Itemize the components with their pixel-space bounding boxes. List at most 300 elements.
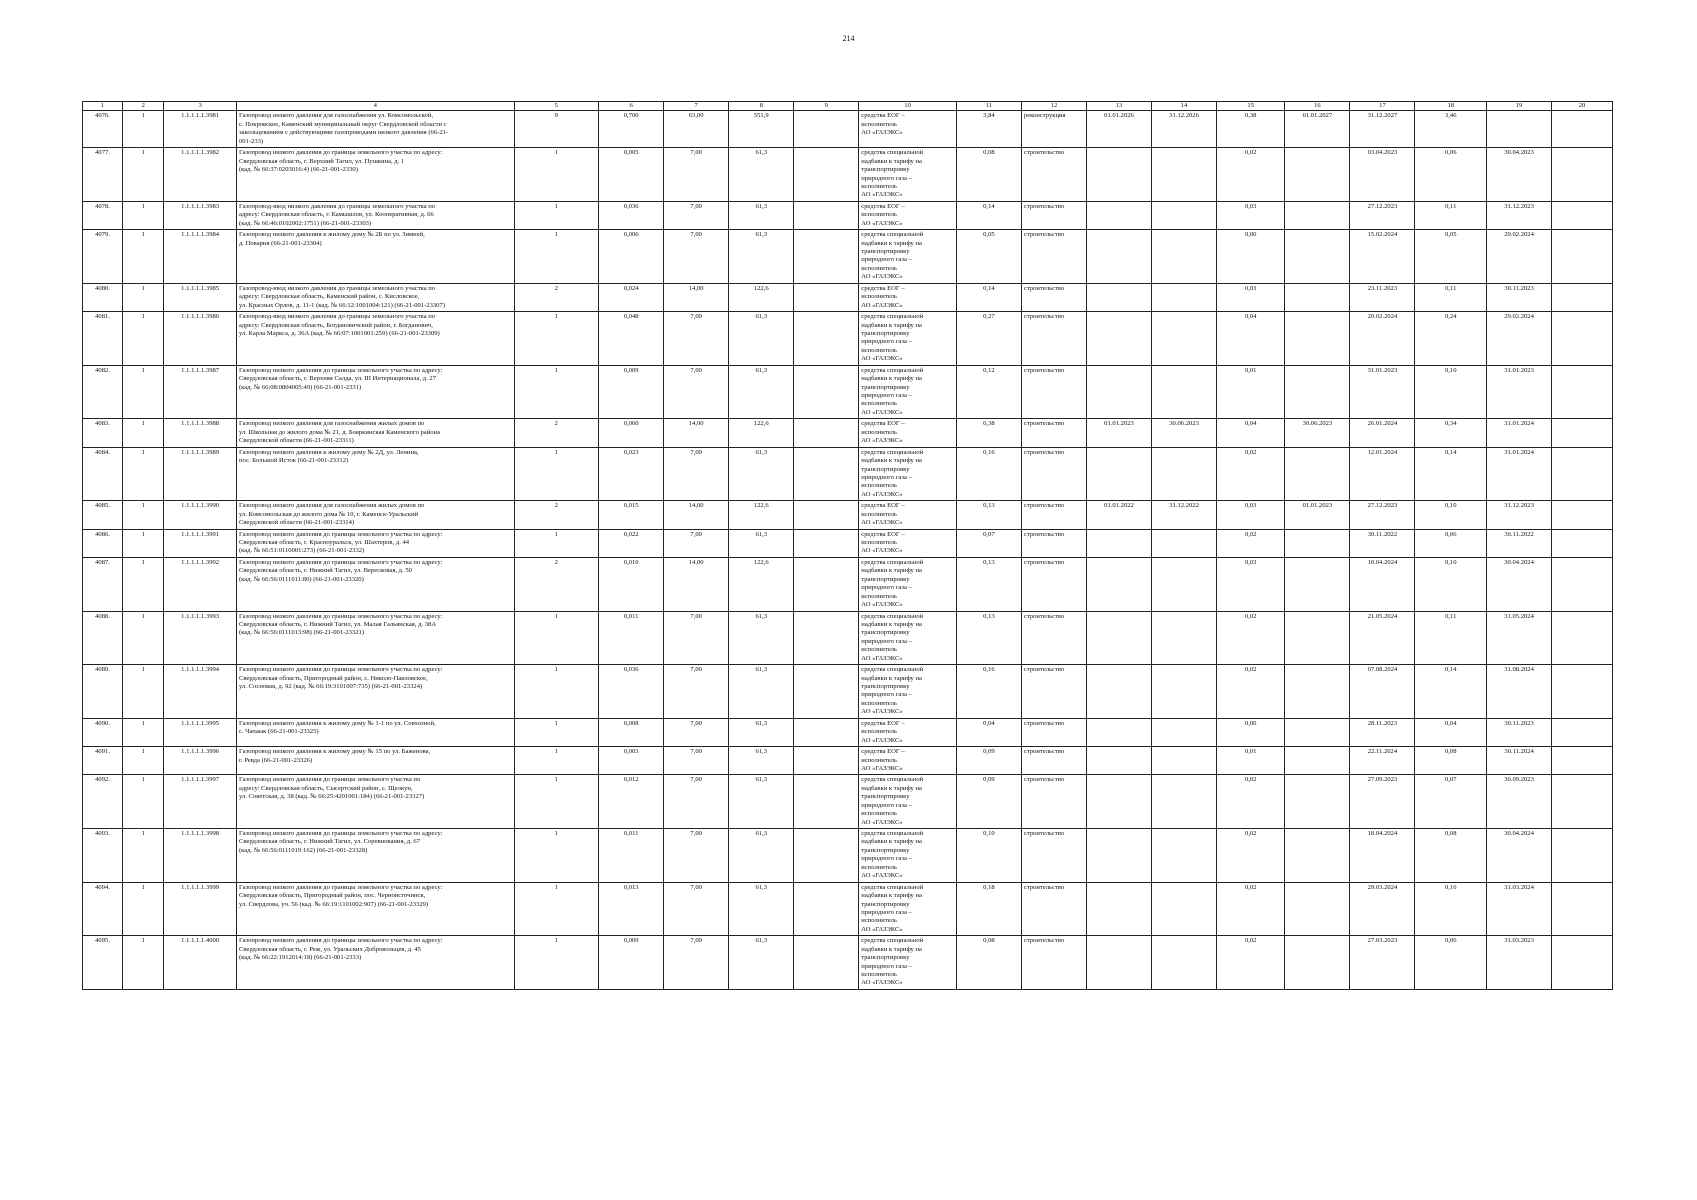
- cell-col-8: 61,3: [729, 230, 794, 284]
- cell-col-19: 31.05.2024: [1487, 611, 1552, 665]
- cell-col-5: 1: [514, 529, 599, 557]
- cell-col-1: 4091.: [83, 747, 123, 775]
- table-body: [83, 111, 1613, 989]
- cell-col-13: [1086, 529, 1151, 557]
- cell-col-19: 31.03.2024: [1487, 882, 1552, 936]
- cell-col-13: [1086, 283, 1151, 311]
- cell-col-1: 4082.: [83, 365, 123, 419]
- cell-col-20: [1552, 111, 1613, 148]
- cell-col-4: Газопровод низкого давления до границы земельного участка по адресу: Свердловская область, г. Нижний Тагил, ул. Соревнования, д. 67 (кад. № 66:56:0111019:162) (66-21-001-23328): [236, 829, 514, 883]
- cell-col-20: [1552, 557, 1613, 611]
- cell-col-2: 1: [123, 829, 164, 883]
- cell-col-17: 31.01.2023: [1350, 365, 1415, 419]
- cell-col-7: 7,00: [664, 611, 729, 665]
- cell-col-9: [794, 775, 859, 829]
- cell-col-19: 30.09.2023: [1487, 775, 1552, 829]
- cell-col-1: 4087.: [83, 557, 123, 611]
- cell-col-1: 4079.: [83, 230, 123, 284]
- cell-col-13: [1086, 230, 1151, 284]
- cell-col-11: 0,09: [956, 775, 1021, 829]
- cell-col-12: строительство: [1021, 201, 1086, 229]
- cell-col-3: 1.1.1.1.1.3996: [164, 747, 237, 775]
- cell-col-2: 1: [123, 611, 164, 665]
- cell-col-11: 0,08: [956, 936, 1021, 990]
- cell-col-4: Газопровод низкого давления до границы земельного участка по адресу: Свердловская область, г. Нижний Тагил, ул. Малая Гальянская, д. 38А (кад. № 66:56:0111013:98) (66-21-001-23321): [236, 611, 514, 665]
- cell-col-15: 0,04: [1217, 419, 1285, 447]
- cell-col-9: [794, 611, 859, 665]
- cell-col-15: 0,02: [1217, 447, 1285, 501]
- cell-col-4: Газопровод-ввод низкого давления до границы земельного участка по адресу: Свердловская область, г. Камышлов, ул. Кооперативная, д. 66 (кад. № 66:46:0102002:1751) (66-21-001-23303): [236, 201, 514, 229]
- cell-col-20: [1552, 665, 1613, 719]
- cell-col-13: [1086, 775, 1151, 829]
- cell-col-1: 4077.: [83, 148, 123, 202]
- cell-col-8: 122,6: [729, 501, 794, 529]
- cell-col-4: Газопровод низкого давления для газоснабжения жилых домов по ул. Комсомольская до жилого дома № 10, г. Каменск-Уральский Свердловской области (66-21-001-23314): [236, 501, 514, 529]
- cell-col-15: 0,03: [1217, 201, 1285, 229]
- cell-col-5: 1: [514, 230, 599, 284]
- cell-col-6: 0,023: [599, 447, 664, 501]
- cell-col-16: [1285, 882, 1350, 936]
- cell-col-13: [1086, 665, 1151, 719]
- cell-col-1: 4086.: [83, 529, 123, 557]
- cell-col-10: средства ЕОГ – исполнитель АО «ГАЗЭКС»: [859, 747, 957, 775]
- cell-col-14: [1152, 611, 1217, 665]
- cell-col-15: 0,02: [1217, 936, 1285, 990]
- cell-col-3: 1.1.1.1.1.3987: [164, 365, 237, 419]
- cell-col-8: 122,6: [729, 557, 794, 611]
- cell-col-16: 30.06.2023: [1285, 419, 1350, 447]
- cell-col-10: средства специальной надбавки к тарифу на транспортировку природного газа – исполнитель АО «ГАЗЭКС»: [859, 936, 957, 990]
- cell-col-16: [1285, 611, 1350, 665]
- cell-col-11: 0,38: [956, 419, 1021, 447]
- cell-col-17: 21.05.2024: [1350, 611, 1415, 665]
- cell-col-9: [794, 283, 859, 311]
- cell-col-13: [1086, 312, 1151, 366]
- cell-col-12: строительство: [1021, 501, 1086, 529]
- cell-col-1: 4084.: [83, 447, 123, 501]
- cell-col-15: 0,03: [1217, 283, 1285, 311]
- cell-col-14: [1152, 936, 1217, 990]
- cell-col-14: 31.12.2022: [1152, 501, 1217, 529]
- cell-col-17: 26.01.2024: [1350, 419, 1415, 447]
- cell-col-20: [1552, 936, 1613, 990]
- cell-col-13: [1086, 882, 1151, 936]
- cell-col-14: 31.12.2026: [1152, 111, 1217, 148]
- cell-col-13: [1086, 611, 1151, 665]
- cell-col-4: Газопровод низкого давления к жилому дому № 2Д, ул. Ленина, пос. Большой Исток (66-21-001-23312): [236, 447, 514, 501]
- cell-col-12: строительство: [1021, 283, 1086, 311]
- cell-col-4: Газопровод низкого давления до границы земельного участка по адресу: Свердловская область, Сысертский район, с. Щелкун, ул. Советская, д. 38 (кад. № 66:25:4201001:184) (66-21-001-23327): [236, 775, 514, 829]
- table-row: [83, 718, 1613, 746]
- cell-col-8: 61,3: [729, 718, 794, 746]
- column-header-2: 2: [123, 102, 164, 111]
- cell-col-6: 0,048: [599, 312, 664, 366]
- table-row: [83, 529, 1613, 557]
- cell-col-18: 0,07: [1415, 775, 1487, 829]
- column-header-12: 12: [1021, 102, 1086, 111]
- cell-col-7: 7,00: [664, 718, 729, 746]
- cell-col-11: 0,10: [956, 829, 1021, 883]
- cell-col-20: [1552, 201, 1613, 229]
- cell-col-2: 1: [123, 230, 164, 284]
- column-header-9: 9: [794, 102, 859, 111]
- cell-col-10: средства специальной надбавки к тарифу на транспортировку природного газа – исполнитель АО «ГАЗЭКС»: [859, 557, 957, 611]
- cell-col-20: [1552, 775, 1613, 829]
- column-header-5: 5: [514, 102, 599, 111]
- cell-col-17: 27.12.2023: [1350, 501, 1415, 529]
- cell-col-3: 1.1.1.1.1.3984: [164, 230, 237, 284]
- cell-col-12: строительство: [1021, 775, 1086, 829]
- cell-col-20: [1552, 882, 1613, 936]
- cell-col-16: [1285, 201, 1350, 229]
- cell-col-18: 0,08: [1415, 747, 1487, 775]
- cell-col-3: 1.1.1.1.1.3991: [164, 529, 237, 557]
- cell-col-4: Газопровод-ввод низкого давления до границы земельного участка по адресу: Свердловская область, Богдановичский район, г. Богданович, ул. Карла Маркса, д. 36А (кад. № 66:07:1001001:259) (66-21-001-23309): [236, 312, 514, 366]
- cell-col-7: 7,00: [664, 747, 729, 775]
- cell-col-6: 0,009: [599, 365, 664, 419]
- cell-col-2: 1: [123, 365, 164, 419]
- cell-col-11: 3,84: [956, 111, 1021, 148]
- table-row: [83, 611, 1613, 665]
- cell-col-2: 1: [123, 148, 164, 202]
- column-header-10: 10: [859, 102, 957, 111]
- cell-col-14: [1152, 148, 1217, 202]
- cell-col-2: 1: [123, 419, 164, 447]
- cell-col-10: средства специальной надбавки к тарифу на транспортировку природного газа – исполнитель АО «ГАЗЭКС»: [859, 365, 957, 419]
- column-header-17: 17: [1350, 102, 1415, 111]
- cell-col-1: 4095.: [83, 936, 123, 990]
- cell-col-9: [794, 148, 859, 202]
- cell-col-12: строительство: [1021, 148, 1086, 202]
- cell-col-2: 1: [123, 882, 164, 936]
- cell-col-19: 31.01.2024: [1487, 447, 1552, 501]
- cell-col-12: строительство: [1021, 529, 1086, 557]
- cell-col-4: Газопровод низкого давления до границы земельного участка по адресу: Свердловская область, Пригородный район, пос. Черноисточинск, ул. Свердлова, уч. 56 (кад. № 66:19:1101002:907) (66-21-001-23329): [236, 882, 514, 936]
- column-header-8: 8: [729, 102, 794, 111]
- cell-col-12: строительство: [1021, 747, 1086, 775]
- cell-col-4: Газопровод низкого давления для газоснабжения ул. Комсомольской, с. Покровское, Каменский муниципальный округ Свердловской области с закольцеванием с действующими газопроводами низкого давления (66-21- 001-233): [236, 111, 514, 148]
- cell-col-8: 61,3: [729, 201, 794, 229]
- cell-col-11: 0,07: [956, 529, 1021, 557]
- cell-col-17: 12.01.2024: [1350, 447, 1415, 501]
- cell-col-11: 0,08: [956, 148, 1021, 202]
- column-header-18: 18: [1415, 102, 1487, 111]
- cell-col-5: 1: [514, 312, 599, 366]
- cell-col-20: [1552, 447, 1613, 501]
- cell-col-12: строительство: [1021, 447, 1086, 501]
- cell-col-5: 1: [514, 829, 599, 883]
- cell-col-18: 0,11: [1415, 201, 1487, 229]
- cell-col-5: 9: [514, 111, 599, 148]
- cell-col-19: 29.02.2024: [1487, 312, 1552, 366]
- cell-col-17: 15.02.2024: [1350, 230, 1415, 284]
- cell-col-14: [1152, 529, 1217, 557]
- cell-col-11: 0,14: [956, 201, 1021, 229]
- table-header: [83, 102, 1613, 111]
- cell-col-4: Газопровод низкого давления до границы земельного участка по адресу: Свердловская область, г. Верхняя Салда, ул. III Интернационала, д. 27 (кад. № 66:08:0804005:49) (66-21-001-2331): [236, 365, 514, 419]
- cell-col-13: [1086, 447, 1151, 501]
- cell-col-20: [1552, 230, 1613, 284]
- cell-col-19: 30.11.2023: [1487, 283, 1552, 311]
- cell-col-2: 1: [123, 111, 164, 148]
- cell-col-18: 0,34: [1415, 419, 1487, 447]
- cell-col-15: 0,03: [1217, 557, 1285, 611]
- cell-col-18: 0,10: [1415, 557, 1487, 611]
- cell-col-16: 01.01.2027: [1285, 111, 1350, 148]
- cell-col-19: 30.04.2023: [1487, 148, 1552, 202]
- cell-col-2: 1: [123, 718, 164, 746]
- table-row: [83, 936, 1613, 990]
- cell-col-6: 0,700: [599, 111, 664, 148]
- cell-col-7: 7,00: [664, 882, 729, 936]
- cell-col-18: 0,06: [1415, 148, 1487, 202]
- cell-col-16: [1285, 529, 1350, 557]
- cell-col-14: [1152, 718, 1217, 746]
- cell-col-14: [1152, 557, 1217, 611]
- cell-col-2: 1: [123, 747, 164, 775]
- cell-col-7: 14,00: [664, 419, 729, 447]
- cell-col-2: 1: [123, 447, 164, 501]
- cell-col-15: 0,03: [1217, 501, 1285, 529]
- cell-col-1: 4078.: [83, 201, 123, 229]
- cell-col-6: 0,013: [599, 882, 664, 936]
- cell-col-4: Газопровод низкого давления для газоснабжения жилых домов по ул. Школьная до жилого дома № 21, д. Бояркинская Каменского района Свердловской области (66-21-001-23311): [236, 419, 514, 447]
- cell-col-12: строительство: [1021, 365, 1086, 419]
- column-numbers-row: [83, 102, 1613, 111]
- table-row: [83, 148, 1613, 202]
- cell-col-8: 61,3: [729, 829, 794, 883]
- cell-col-7: 14,00: [664, 283, 729, 311]
- page-number: 214: [842, 34, 855, 43]
- cell-col-6: 0,011: [599, 829, 664, 883]
- cell-col-17: 23.11.2023: [1350, 283, 1415, 311]
- cell-col-4: Газопровод низкого давления до границы земельного участка по адресу: Свердловская область, г. Верхний Тагил, ул. Пушкина, д. 1 (кад. № 66:37:0203016:4) (66-21-001-2330): [236, 148, 514, 202]
- cell-col-7: 14,00: [664, 557, 729, 611]
- cell-col-9: [794, 201, 859, 229]
- cell-col-12: строительство: [1021, 230, 1086, 284]
- cell-col-16: 01.01.2023: [1285, 501, 1350, 529]
- cell-col-5: 1: [514, 882, 599, 936]
- cell-col-8: 61,3: [729, 529, 794, 557]
- cell-col-14: 30.06.2023: [1152, 419, 1217, 447]
- column-header-19: 19: [1487, 102, 1552, 111]
- cell-col-10: средства ЕОГ – исполнитель АО «ГАЗЭКС»: [859, 283, 957, 311]
- cell-col-1: 4093.: [83, 829, 123, 883]
- cell-col-11: 0,16: [956, 447, 1021, 501]
- cell-col-15: 0,01: [1217, 365, 1285, 419]
- cell-col-19: 30.11.2022: [1487, 529, 1552, 557]
- cell-col-1: 4080.: [83, 283, 123, 311]
- cell-col-10: средства специальной надбавки к тарифу на транспортировку природного газа – исполнитель АО «ГАЗЭКС»: [859, 447, 957, 501]
- cell-col-3: 1.1.1.1.1.3999: [164, 882, 237, 936]
- cell-col-4: Газопровод низкого давления к жилому дому № 2Б по ул. Зимней, д. Поварня (66-21-001-23304): [236, 230, 514, 284]
- cell-col-12: строительство: [1021, 665, 1086, 719]
- cell-col-2: 1: [123, 529, 164, 557]
- cell-col-15: 0,02: [1217, 882, 1285, 936]
- cell-col-12: строительство: [1021, 718, 1086, 746]
- cell-col-14: [1152, 665, 1217, 719]
- cell-col-17: 31.12.2027: [1350, 111, 1415, 148]
- cell-col-4: Газопровод низкого давления до границы земельного участка по адресу: Свердловская область, Пригородный район, с. Николо-Павловское, ул. Сосновая, д. 92 (кад. № 66:19:3101007:735) (66-21-001-23324): [236, 665, 514, 719]
- column-header-7: 7: [664, 102, 729, 111]
- cell-col-17: 07.08.2024: [1350, 665, 1415, 719]
- cell-col-9: [794, 665, 859, 719]
- cell-col-2: 1: [123, 557, 164, 611]
- cell-col-10: средства специальной надбавки к тарифу на транспортировку природного газа – исполнитель АО «ГАЗЭКС»: [859, 775, 957, 829]
- cell-col-19: 31.03.2023: [1487, 936, 1552, 990]
- cell-col-16: [1285, 230, 1350, 284]
- table-row: [83, 201, 1613, 229]
- cell-col-13: [1086, 201, 1151, 229]
- column-header-20: 20: [1552, 102, 1613, 111]
- cell-col-2: 1: [123, 501, 164, 529]
- cell-col-8: 61,3: [729, 312, 794, 366]
- cell-col-10: средства специальной надбавки к тарифу на транспортировку природного газа – исполнитель АО «ГАЗЭКС»: [859, 312, 957, 366]
- cell-col-4: Газопровод низкого давления до границы земельного участка по адресу: Свердловская область, г. Нижний Тагил, ул. Вересковая, д. 50 (кад. № 66:56:0111011:80) (66-21-001-23320): [236, 557, 514, 611]
- column-header-11: 11: [956, 102, 1021, 111]
- cell-col-5: 1: [514, 148, 599, 202]
- cell-col-14: [1152, 775, 1217, 829]
- cell-col-4: Газопровод низкого давления до границы земельного участка по адресу: Свердловская область, г. Красноуральск, ул. Шахтеров, д. 44 (кад. № 66:51:0110001:273) (66-21-001-2332): [236, 529, 514, 557]
- cell-col-8: 61,3: [729, 447, 794, 501]
- cell-col-19: 30.04.2024: [1487, 829, 1552, 883]
- cell-col-16: [1285, 718, 1350, 746]
- cell-col-8: 61,3: [729, 882, 794, 936]
- cell-col-7: 7,00: [664, 447, 729, 501]
- table-row: [83, 111, 1613, 148]
- cell-col-19: 31.12.2023: [1487, 501, 1552, 529]
- cell-col-5: 1: [514, 365, 599, 419]
- table-row: [83, 747, 1613, 775]
- cell-col-19: 30.11.2023: [1487, 718, 1552, 746]
- column-header-13: 13: [1086, 102, 1151, 111]
- cell-col-20: [1552, 529, 1613, 557]
- cell-col-17: 27.12.2023: [1350, 201, 1415, 229]
- column-header-16: 16: [1285, 102, 1350, 111]
- cell-col-14: [1152, 312, 1217, 366]
- cell-col-19: 31.01.2023: [1487, 365, 1552, 419]
- cell-col-14: [1152, 365, 1217, 419]
- cell-col-3: 1.1.1.1.1.3993: [164, 611, 237, 665]
- cell-col-4: Газопровод-ввод низкого давления до границы земельного участка по адресу: Свердловская область, Каменский район, с. Кисловское, ул. Красных Орлов, д. 11-1 (кад. № 66:12:1001004:121) (66-21-001-23307): [236, 283, 514, 311]
- cell-col-1: 4083.: [83, 419, 123, 447]
- cell-col-16: [1285, 775, 1350, 829]
- cell-col-7: 7,00: [664, 775, 729, 829]
- cell-col-18: 3,46: [1415, 111, 1487, 148]
- cell-col-8: 61,3: [729, 936, 794, 990]
- cell-col-12: строительство: [1021, 557, 1086, 611]
- cell-col-9: [794, 718, 859, 746]
- cell-col-9: [794, 111, 859, 148]
- cell-col-18: 0,10: [1415, 501, 1487, 529]
- cell-col-14: [1152, 829, 1217, 883]
- cell-col-6: 0,006: [599, 230, 664, 284]
- cell-col-2: 1: [123, 775, 164, 829]
- cell-col-20: [1552, 148, 1613, 202]
- table-row: [83, 365, 1613, 419]
- cell-col-11: 0,13: [956, 501, 1021, 529]
- cell-col-13: [1086, 365, 1151, 419]
- table-row: [83, 447, 1613, 501]
- column-header-4: 4: [236, 102, 514, 111]
- cell-col-11: 0,13: [956, 557, 1021, 611]
- cell-col-15: 0,02: [1217, 665, 1285, 719]
- cell-col-15: 0,02: [1217, 775, 1285, 829]
- cell-col-18: 0,11: [1415, 611, 1487, 665]
- cell-col-6: 0,012: [599, 775, 664, 829]
- cell-col-10: средства специальной надбавки к тарифу на транспортировку природного газа – исполнитель АО «ГАЗЭКС»: [859, 665, 957, 719]
- cell-col-11: 0,09: [956, 747, 1021, 775]
- cell-col-13: 01.01.2023: [1086, 419, 1151, 447]
- cell-col-10: средства ЕОГ – исполнитель АО «ГАЗЭКС»: [859, 501, 957, 529]
- cell-col-7: 14,00: [664, 501, 729, 529]
- cell-col-18: 0,08: [1415, 829, 1487, 883]
- cell-col-15: 0,02: [1217, 148, 1285, 202]
- cell-col-2: 1: [123, 312, 164, 366]
- cell-col-9: [794, 230, 859, 284]
- cell-col-7: 7,00: [664, 148, 729, 202]
- cell-col-3: 1.1.1.1.1.3989: [164, 447, 237, 501]
- cell-col-14: [1152, 283, 1217, 311]
- cell-col-16: [1285, 747, 1350, 775]
- cell-col-17: 27.09.2023: [1350, 775, 1415, 829]
- cell-col-3: 1.1.1.1.1.3981: [164, 111, 237, 148]
- cell-col-15: 0,00: [1217, 718, 1285, 746]
- cell-col-15: 0,00: [1217, 230, 1285, 284]
- cell-col-12: строительство: [1021, 312, 1086, 366]
- cell-col-18: 0,06: [1415, 936, 1487, 990]
- cell-col-15: 0,04: [1217, 312, 1285, 366]
- investment-program-table: [82, 101, 1613, 990]
- cell-col-17: 30.11.2022: [1350, 529, 1415, 557]
- cell-col-4: Газопровод низкого давления к жилому дому № 15 по ул. Баженова, г. Ревда (66-21-001-23326): [236, 747, 514, 775]
- cell-col-8: 61,3: [729, 665, 794, 719]
- table-row: [83, 283, 1613, 311]
- cell-col-14: [1152, 230, 1217, 284]
- cell-col-3: 1.1.1.1.1.3982: [164, 148, 237, 202]
- cell-col-1: 4088.: [83, 611, 123, 665]
- cell-col-1: 4085.: [83, 501, 123, 529]
- cell-col-4: Газопровод низкого давления к жилому дому № 1-1 по ул. Совхозной, с. Чапаык (66-21-001-23325): [236, 718, 514, 746]
- cell-col-10: средства специальной надбавки к тарифу на транспортировку природного газа – исполнитель АО «ГАЗЭКС»: [859, 829, 957, 883]
- cell-col-10: средства ЕОГ – исполнитель АО «ГАЗЭКС»: [859, 419, 957, 447]
- cell-col-6: 0,008: [599, 718, 664, 746]
- cell-col-18: 0,11: [1415, 283, 1487, 311]
- cell-col-8: 551,9: [729, 111, 794, 148]
- cell-col-6: 0,060: [599, 419, 664, 447]
- column-header-3: 3: [164, 102, 237, 111]
- cell-col-20: [1552, 419, 1613, 447]
- cell-col-10: средства ЕОГ – исполнитель АО «ГАЗЭКС»: [859, 201, 957, 229]
- cell-col-5: 1: [514, 747, 599, 775]
- cell-col-10: средства ЕОГ – исполнитель АО «ГАЗЭКС»: [859, 718, 957, 746]
- table-row: [83, 312, 1613, 366]
- cell-col-17: 27.03.2023: [1350, 936, 1415, 990]
- cell-col-15: 0,38: [1217, 111, 1285, 148]
- cell-col-19: 30.11.2024: [1487, 747, 1552, 775]
- cell-col-5: 1: [514, 936, 599, 990]
- cell-col-13: 01.01.2026: [1086, 111, 1151, 148]
- cell-col-10: средства специальной надбавки к тарифу на транспортировку природного газа – исполнитель АО «ГАЗЭКС»: [859, 230, 957, 284]
- cell-col-16: [1285, 557, 1350, 611]
- cell-col-3: 1.1.1.1.1.3994: [164, 665, 237, 719]
- cell-col-9: [794, 365, 859, 419]
- cell-col-3: 1.1.1.1.1.3986: [164, 312, 237, 366]
- cell-col-6: 0,024: [599, 283, 664, 311]
- cell-col-13: [1086, 829, 1151, 883]
- cell-col-2: 1: [123, 201, 164, 229]
- cell-col-20: [1552, 747, 1613, 775]
